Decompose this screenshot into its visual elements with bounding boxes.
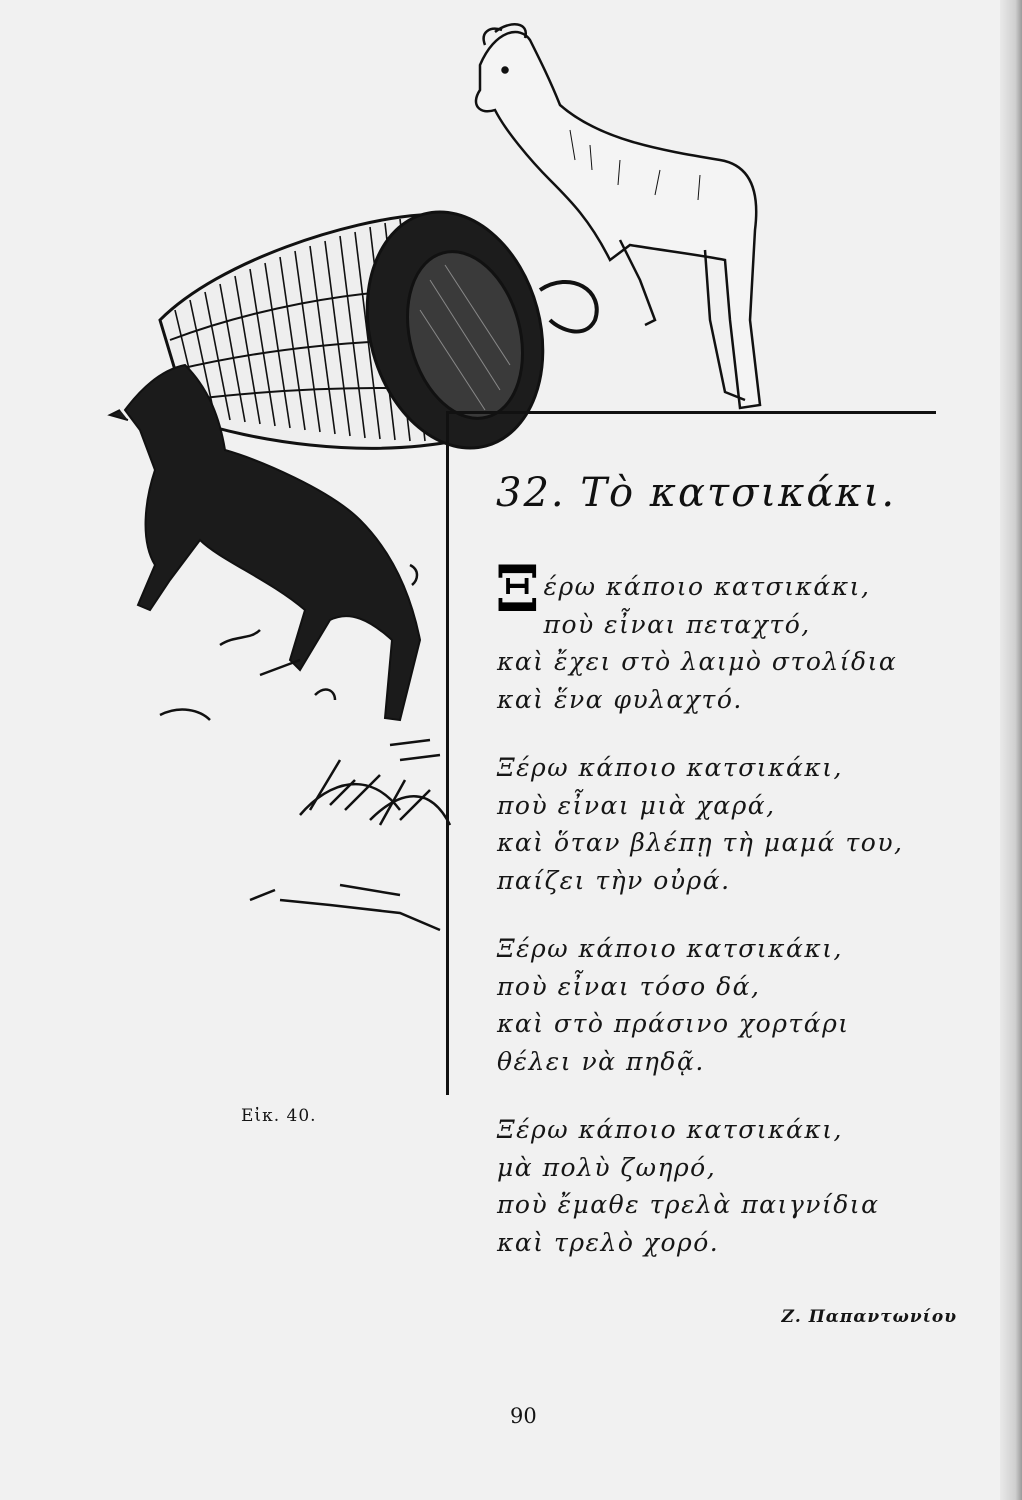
poem-body: [495, 552, 977, 1292]
poem-line: παίζει τὴν οὐρά.: [497, 865, 731, 895]
poem-line: Ξέρω κάποιο κατσικάκι,: [497, 1115, 843, 1144]
text-frame-top-rule: [446, 411, 936, 414]
stanza-3: [497, 930, 977, 1080]
page-edge-shadow: [1000, 0, 1022, 1500]
poem-title: 32. Τὸ κατσικάκι.: [496, 470, 897, 516]
poem-line: καὶ στὸ πράσινο χορτάρι: [497, 1009, 850, 1038]
poem-line: καὶ ὅταν βλέπῃ τὴ μαμά του,: [497, 828, 904, 857]
poem-line: καὶ ἔχει στὸ λαιμὸ στολίδια: [497, 647, 898, 676]
wicker-basket: [160, 192, 597, 468]
page-number: 90: [510, 1404, 537, 1428]
poem-line: θέλει νὰ πηδᾷ.: [497, 1046, 705, 1076]
poem-line: καὶ τρελὸ χορό.: [497, 1227, 720, 1257]
poem-line: Ξέρω κάποιο κατσικάκι,: [497, 934, 843, 963]
poem-author: Ζ. Παπαντωνίου: [781, 1307, 957, 1327]
figure-caption: Εἰκ. 40.: [241, 1106, 317, 1126]
stanza-2: [497, 749, 977, 899]
text-frame-left-rule: [446, 411, 449, 1095]
poem-line: καὶ ἕνα φυλαχτό.: [497, 684, 743, 714]
stanza-4: [497, 1111, 977, 1261]
poem-line: ποὺ εἶναι πεταχτό,: [543, 609, 811, 639]
poem-line: ποὺ εἶναι μιὰ χαρά,: [497, 790, 776, 820]
poem-line: ποὺ ἔμαθε τρελὰ παιγνίδια: [497, 1190, 880, 1219]
poem-line: ποὺ εἶναι τόσο δά,: [497, 971, 761, 1001]
poem-line: έρω κάποιο κατσικάκι,: [543, 572, 871, 601]
drop-cap: Ξ: [495, 552, 542, 627]
poem-line: Ξέρω κάποιο κατσικάκι,: [497, 753, 843, 782]
poem-line: μὰ πολὺ ζωηρό,: [497, 1152, 717, 1182]
stanza-1: [495, 552, 977, 718]
